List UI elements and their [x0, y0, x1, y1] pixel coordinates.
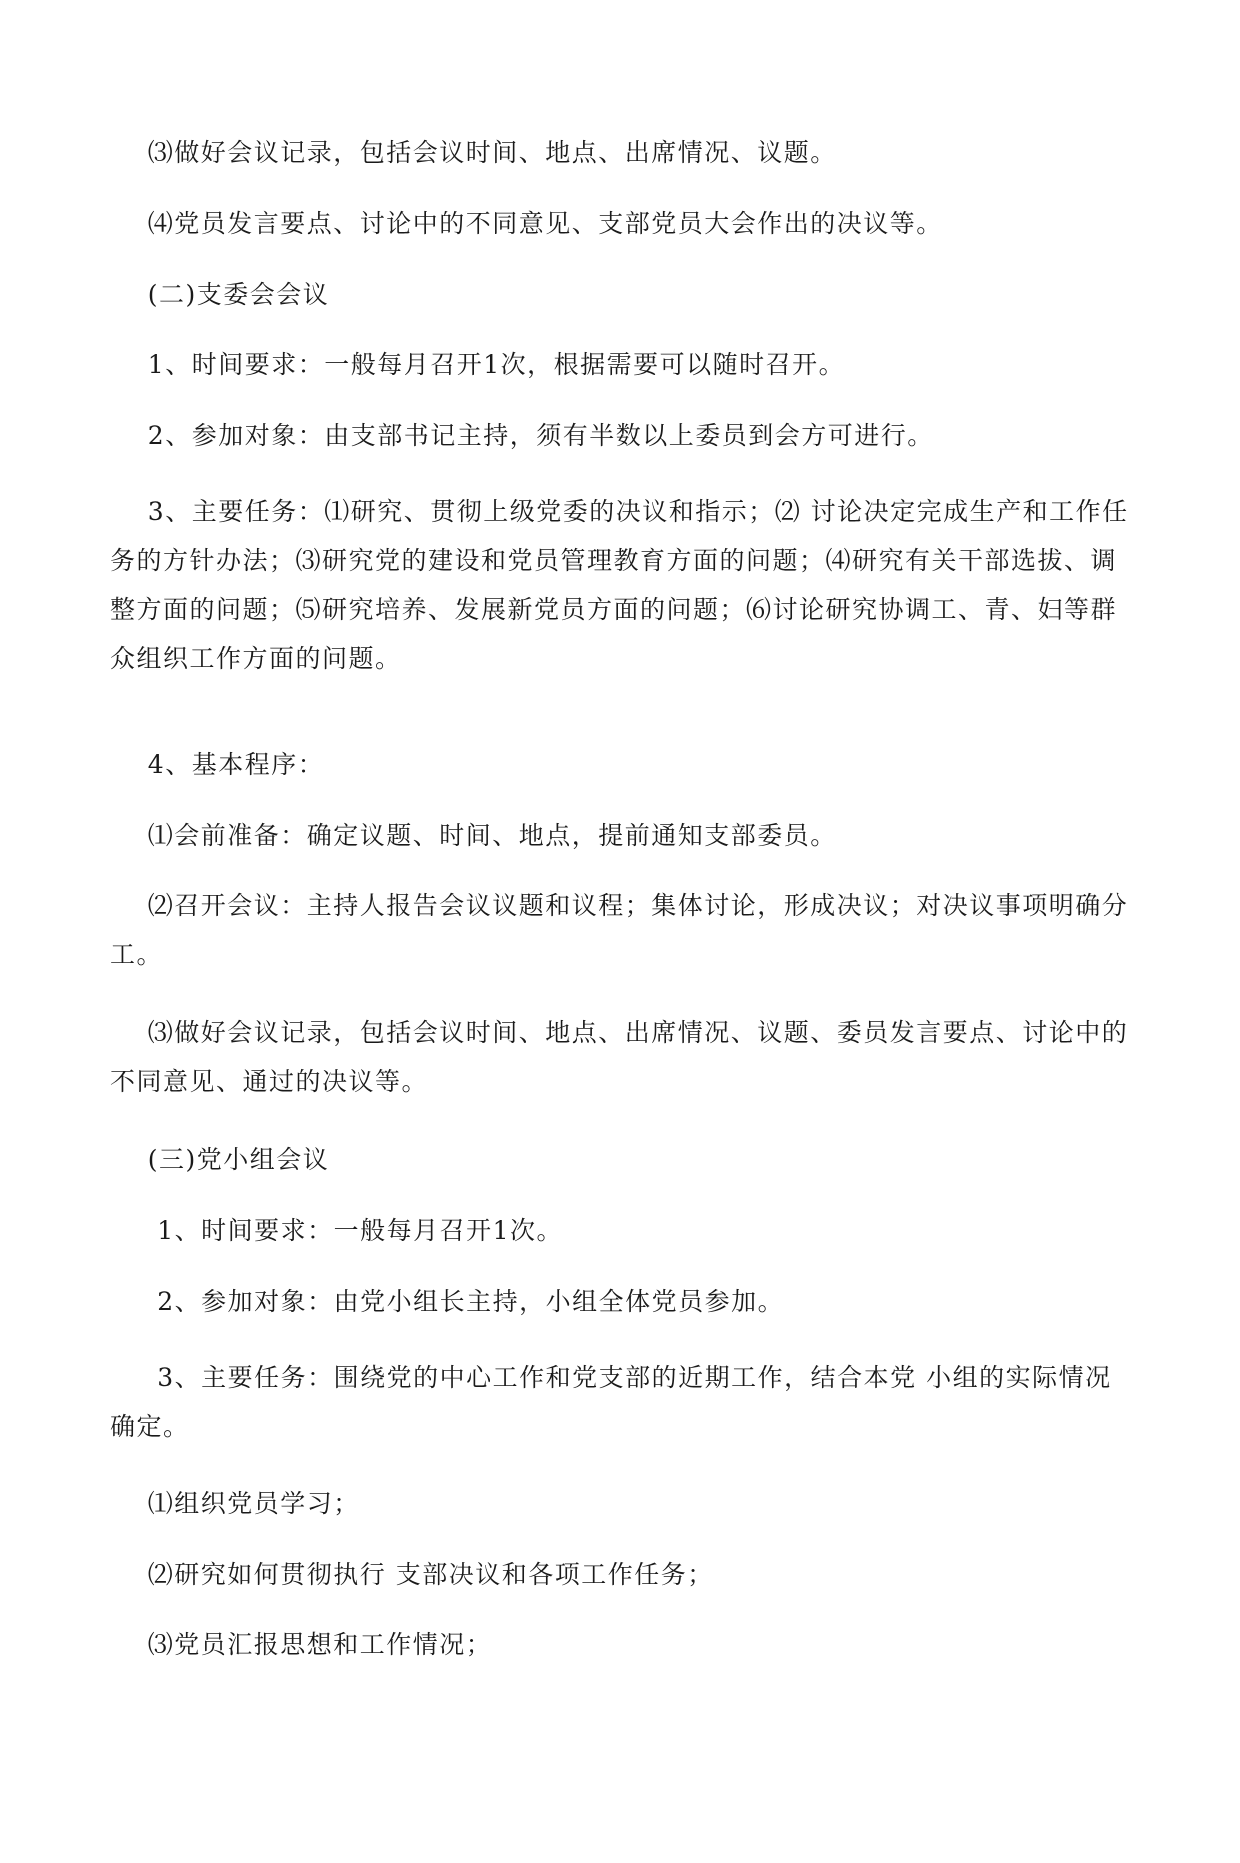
paragraph: ⑵研究如何贯彻执行 支部决议和各项工作任务； — [110, 1560, 714, 1589]
paragraph: 2、参加对象：由党小组长主持，小组全体党员参加。 — [110, 1287, 785, 1316]
paragraph: ⑵召开会议：主持人报告会议议题和议程；集体讨论，形成决议；对决议事项明确分工。 — [110, 891, 1129, 969]
section-heading: (二)支委会会议 — [110, 280, 330, 309]
paragraph: 2、参加对象：由支部书记主持，须有半数以上委员到会方可进行。 — [110, 421, 934, 450]
paragraph: ⑶做好会议记录，包括会议时间、地点、出席情况、议题、委员发言要点、讨论中的不同意见、通过的决议等。 — [110, 1018, 1129, 1096]
paragraph: ⑷党员发言要点、讨论中的不同意见、支部党员大会作出的决议等。 — [110, 209, 943, 238]
paragraph: ⑶党员汇报思想和工作情况； — [110, 1630, 493, 1659]
paragraph: ⑶做好会议记录，包括会议时间、地点、出席情况、议题。 — [110, 138, 837, 167]
paragraph: 1、时间要求：一般每月召开1次。 — [110, 1216, 564, 1245]
paragraph: 4、基本程序： — [110, 750, 325, 779]
paragraph: 3、主要任务：⑴研究、贯彻上级党委的决议和指示；⑵ 讨论决定完成生产和工作任务的方针办法；⑶研究党的建设和党员管理教育方面的问题；⑷研究有关干部选拔、调整方面的问题；⑸研究培养、发展新党员方面的问题；⑹讨论研究协调工、青、妇等群众组织工作方面的问题。 — [110, 497, 1129, 673]
paragraph: ⑴组织党员学习； — [110, 1489, 360, 1518]
section-heading: (三)党小组会议 — [110, 1145, 330, 1174]
paragraph: ⑴会前准备：确定议题、时间、地点，提前通知支部委员。 — [110, 821, 837, 850]
paragraph: 3、主要任务：围绕党的中心工作和党支部的近期工作，结合本党 小组的实际情况确定。 — [110, 1363, 1112, 1441]
paragraph: 1、时间要求：一般每月召开1次，根据需要可以随时召开。 — [110, 350, 846, 379]
